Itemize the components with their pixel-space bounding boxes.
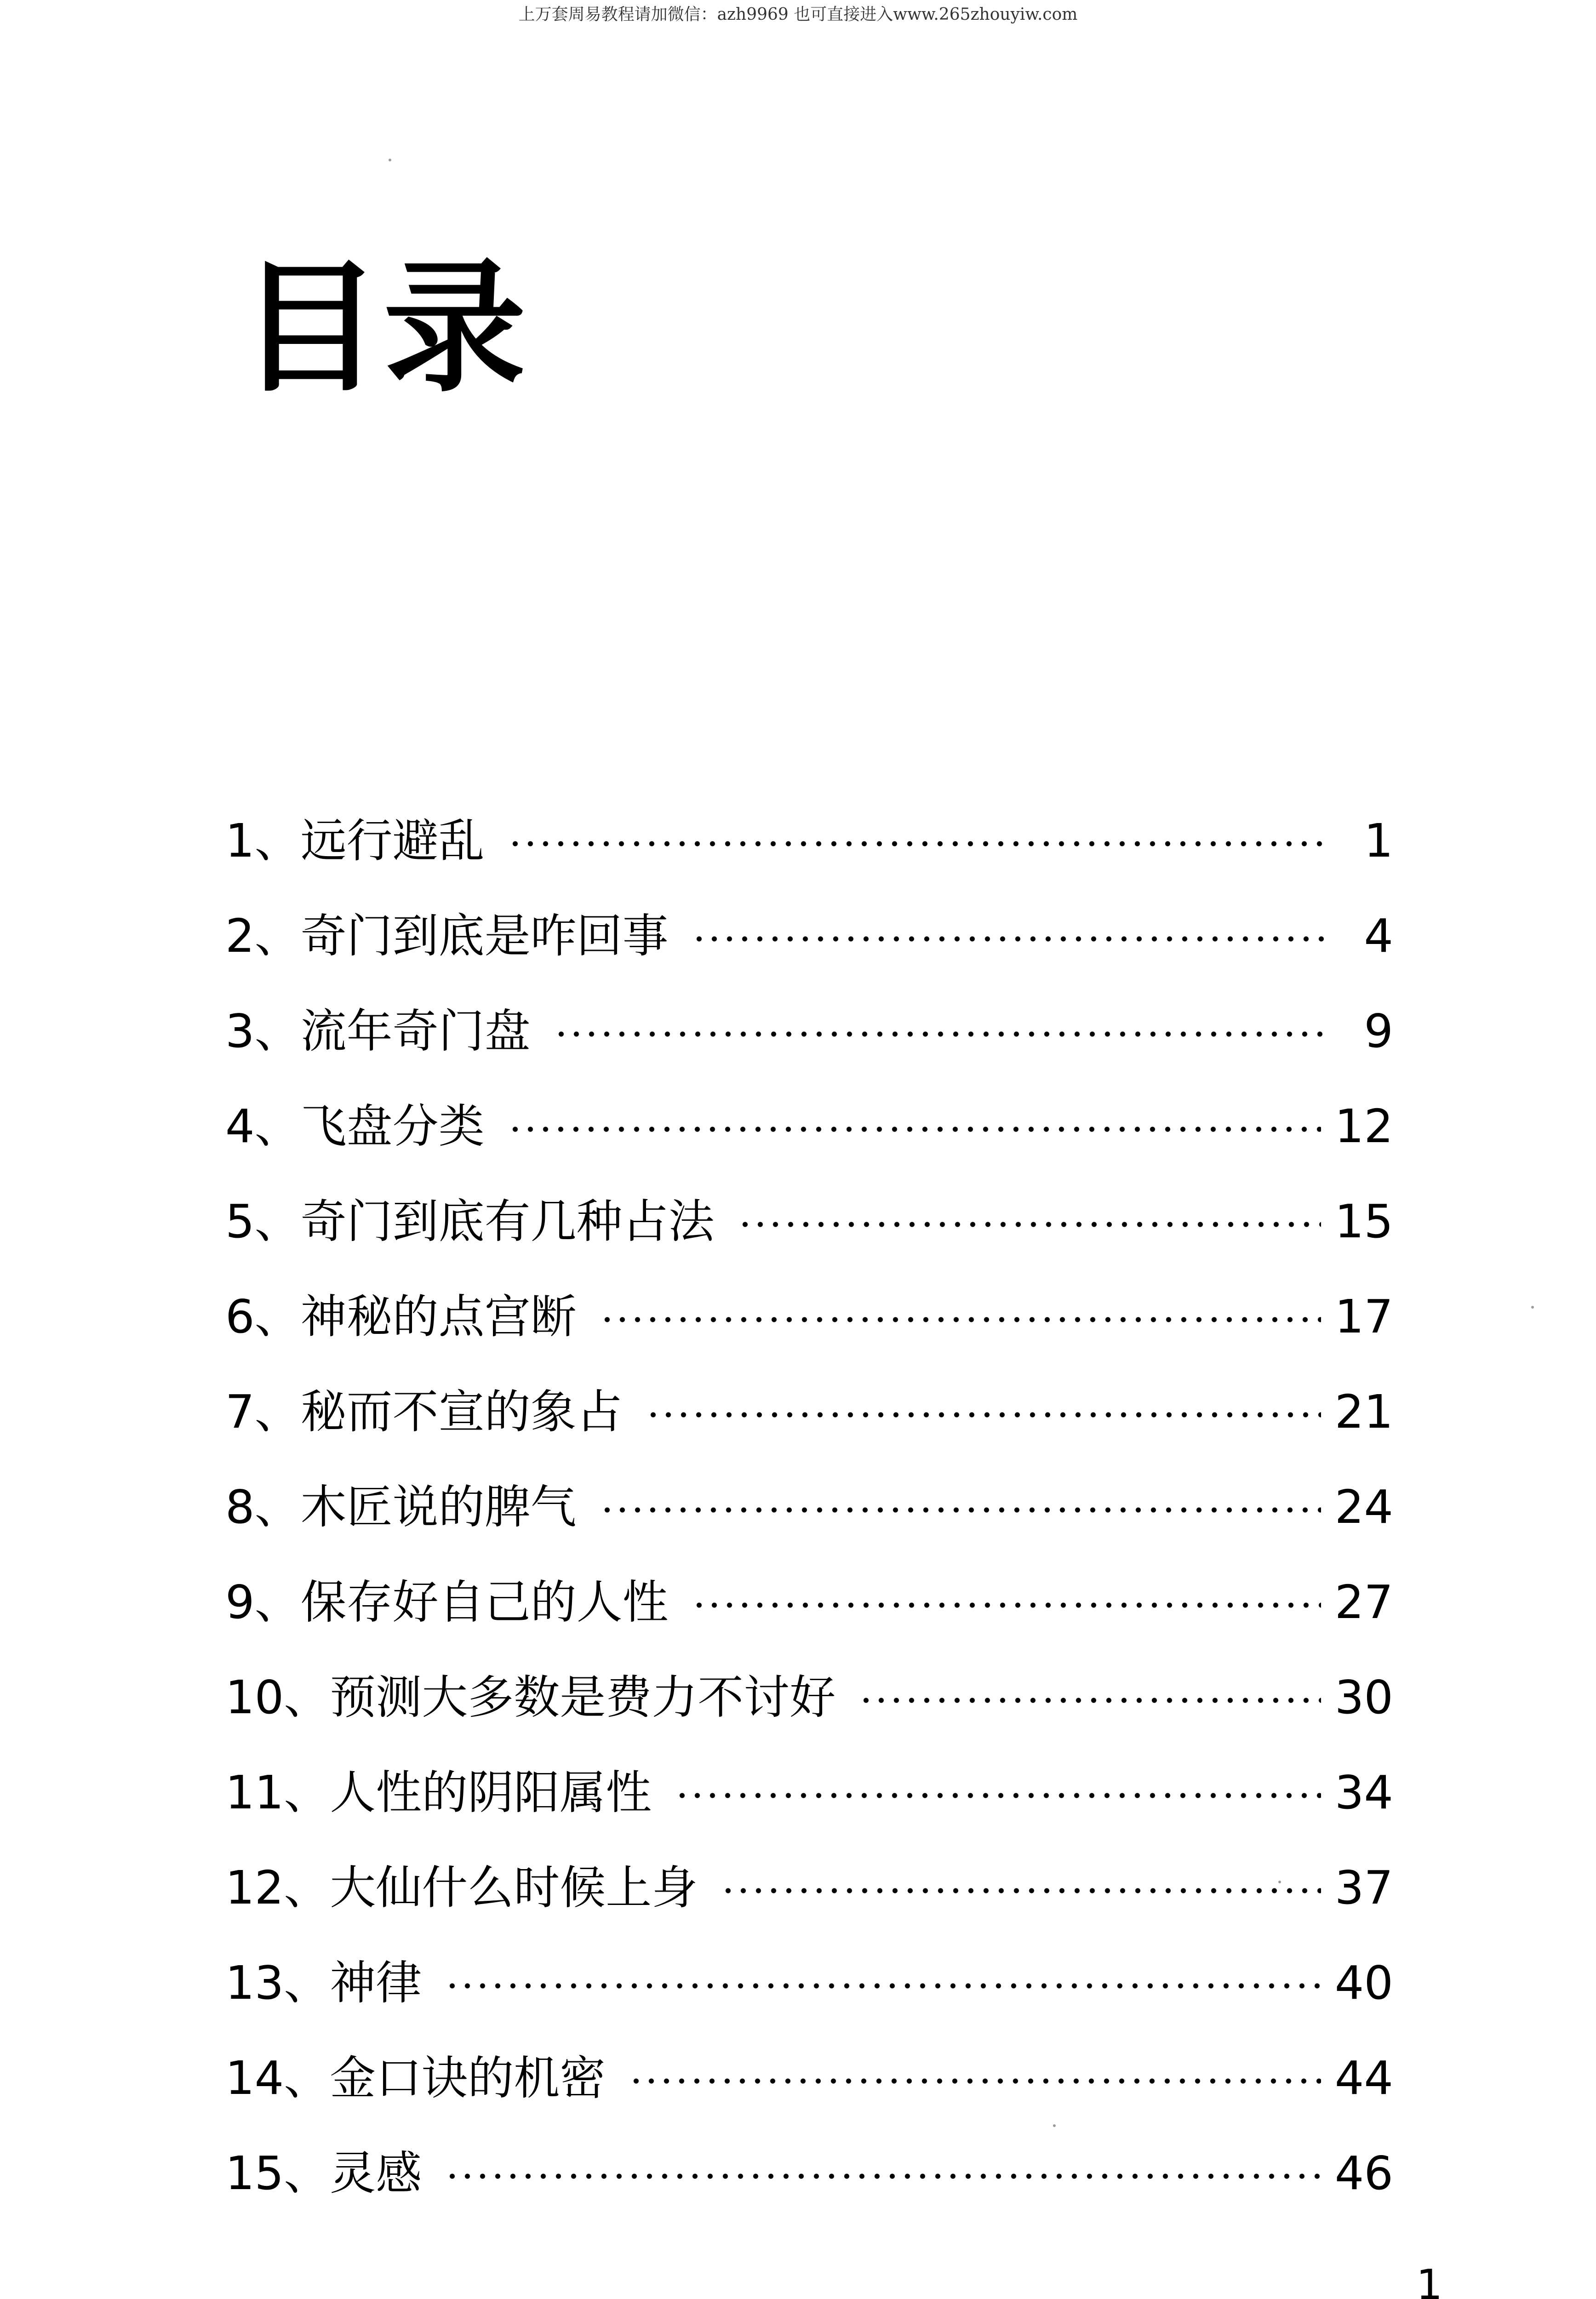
toc-entry-separator: 、 [284, 1860, 330, 1915]
dot-leader [738, 1221, 1321, 1228]
toc-entry-title: 保存好自己的人性 [300, 1575, 669, 1629]
toc-entry-page: 15 [1334, 1194, 1393, 1248]
toc-entry-6[interactable] [225, 1269, 1393, 1364]
toc-entry-page: 37 [1334, 1860, 1393, 1915]
toc-entry-number: 7 [225, 1384, 255, 1439]
toc-entry-page: 34 [1334, 1765, 1393, 1819]
toc-entry-14[interactable] [225, 2030, 1393, 2126]
toc-entry-page: 24 [1334, 1480, 1393, 1534]
toc-entry-title: 神秘的点宫断 [300, 1289, 577, 1344]
toc-entry-number: 6 [225, 1289, 255, 1344]
toc-entry-title: 预测大多数是费力不讨好 [330, 1670, 836, 1724]
toc-entry-7[interactable] [225, 1364, 1393, 1459]
toc-entry-title: 奇门到底是咋回事 [300, 909, 669, 963]
toc-entry-number: 4 [225, 1099, 255, 1153]
toc-entry-page: 12 [1334, 1099, 1393, 1153]
scan-speck [1531, 1306, 1534, 1309]
toc-entry-separator: 、 [254, 813, 301, 868]
toc-entry-page: 27 [1334, 1575, 1393, 1629]
dot-leader [554, 1031, 1324, 1037]
toc-entry-12[interactable] [225, 1840, 1393, 1935]
toc-entry-number: 14 [225, 2051, 284, 2105]
toc-entry-number: 10 [225, 1670, 284, 1724]
toc-entry-13[interactable] [225, 1935, 1393, 2030]
toc-entry-separator: 、 [284, 1765, 330, 1819]
toc-entry-separator: 、 [254, 1194, 301, 1248]
toc-entry-number: 13 [225, 1956, 284, 2010]
toc-entry-1[interactable] [225, 793, 1393, 888]
toc-entry-page: 30 [1334, 1670, 1393, 1724]
dot-leader [721, 1887, 1321, 1894]
toc-entry-title: 金口诀的机密 [330, 2051, 606, 2105]
toc-entry-4[interactable] [225, 1079, 1393, 1174]
toc-entry-3[interactable] [225, 984, 1393, 1079]
dot-leader [508, 1126, 1321, 1132]
dot-leader [445, 1983, 1321, 1989]
toc-entry-title: 人性的阴阳属性 [330, 1765, 652, 1819]
toc-entry-separator: 、 [284, 1670, 330, 1724]
toc-entry-separator: 、 [254, 1289, 301, 1344]
toc-entry-separator: 、 [254, 1575, 301, 1629]
toc-entry-title: 远行避乱 [300, 813, 485, 868]
toc-entry-11[interactable] [225, 1745, 1393, 1840]
toc-entry-title: 流年奇门盘 [300, 1004, 531, 1058]
toc-entry-number: 5 [225, 1194, 255, 1248]
toc-entry-page: 1 [1364, 813, 1393, 868]
toc-entry-page: 4 [1364, 909, 1393, 963]
toc-entry-number: 2 [225, 909, 255, 963]
dot-leader [858, 1697, 1321, 1704]
toc-entry-separator: 、 [254, 1004, 301, 1058]
toc-entry-10[interactable] [225, 1650, 1393, 1745]
scan-speck [1278, 1881, 1281, 1883]
toc-entry-number: 3 [225, 1004, 255, 1058]
table-of-contents [225, 793, 1393, 2221]
toc-entry-page: 17 [1334, 1289, 1393, 1344]
toc-entry-separator: 、 [254, 909, 301, 963]
toc-entry-5[interactable] [225, 1174, 1393, 1269]
toc-entry-separator: 、 [284, 2146, 330, 2200]
dot-leader [508, 841, 1324, 847]
toc-entry-page: 44 [1334, 2051, 1393, 2105]
toc-entry-number: 9 [225, 1575, 255, 1629]
dot-leader [692, 1602, 1321, 1608]
dot-leader [600, 1507, 1321, 1513]
dot-leader [646, 1412, 1321, 1418]
toc-entry-separator: 、 [284, 2051, 330, 2105]
toc-entry-number: 8 [225, 1480, 255, 1534]
toc-entry-separator: 、 [254, 1384, 301, 1439]
dot-leader [445, 2173, 1321, 2179]
toc-entry-page: 46 [1334, 2146, 1393, 2200]
dot-leader [600, 1316, 1321, 1323]
toc-entry-title: 灵感 [330, 2146, 422, 2200]
watermark-text: 上万套周易教程请加微信：azh9969 也可直接进入www.265zhouyiw.com [518, 5, 1078, 24]
toc-entry-15[interactable] [225, 2126, 1393, 2221]
toc-entry-8[interactable] [225, 1459, 1393, 1555]
toc-entry-separator: 、 [254, 1099, 301, 1153]
toc-entry-number: 1 [225, 813, 255, 868]
scan-speck [389, 159, 391, 161]
toc-entry-number: 11 [225, 1765, 284, 1819]
toc-entry-page: 40 [1334, 1956, 1393, 2010]
toc-entry-9[interactable] [225, 1555, 1393, 1650]
toc-entry-number: 12 [225, 1860, 284, 1915]
toc-entry-title: 秘而不宣的象占 [300, 1384, 623, 1439]
scan-speck [1053, 2124, 1056, 2127]
toc-entry-title: 神律 [330, 1956, 422, 2010]
toc-entry-page: 21 [1334, 1384, 1393, 1439]
toc-entry-title: 飞盘分类 [300, 1099, 485, 1153]
toc-entry-title: 木匠说的脾气 [300, 1480, 577, 1534]
toc-entry-separator: 、 [284, 1956, 330, 2010]
page-number: 1 [1416, 2261, 1443, 2299]
dot-leader [692, 936, 1324, 942]
toc-entry-title: 大仙什么时候上身 [330, 1860, 698, 1915]
toc-entry-2[interactable] [225, 888, 1393, 984]
page-title: 目录 [239, 246, 528, 412]
dot-leader [675, 1792, 1321, 1799]
toc-entry-number: 15 [225, 2146, 284, 2200]
toc-entry-title: 奇门到底有几种占法 [300, 1194, 715, 1248]
toc-entry-page: 9 [1364, 1004, 1393, 1058]
dot-leader [629, 2078, 1321, 2084]
toc-entry-separator: 、 [254, 1480, 301, 1534]
